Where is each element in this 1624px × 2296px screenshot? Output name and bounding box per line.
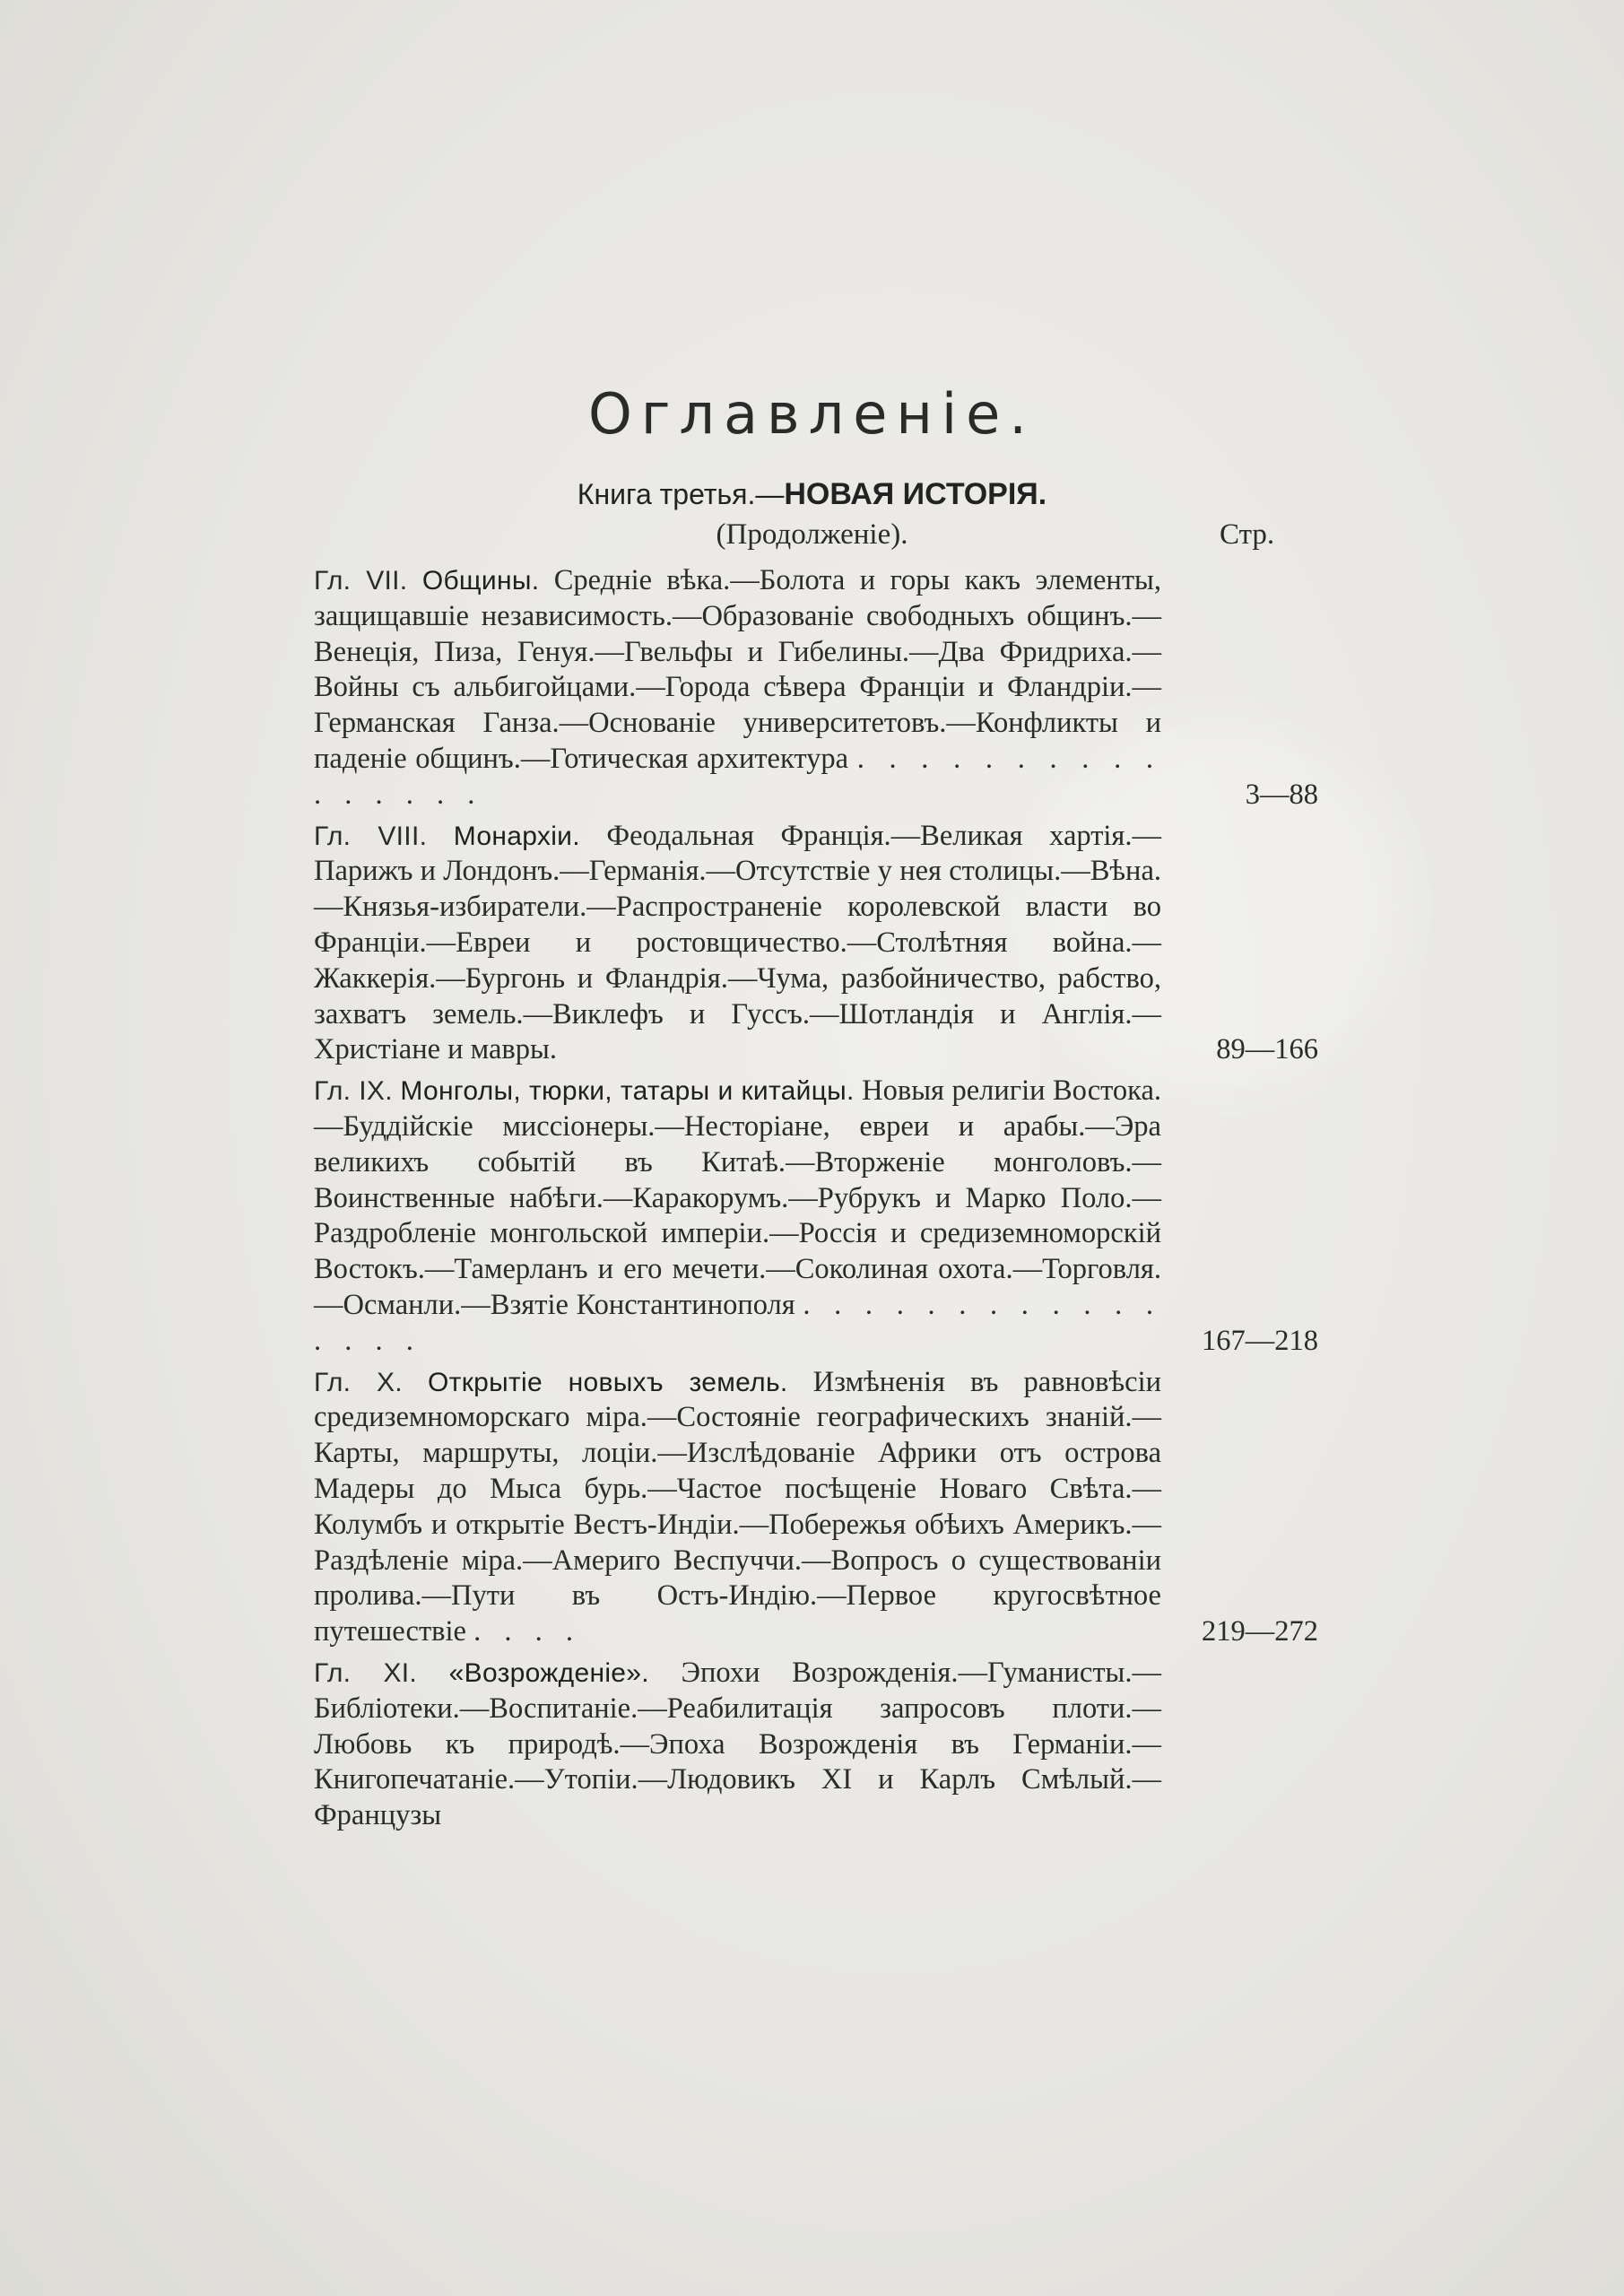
continuation-note: (Продолженіе). — [716, 518, 908, 551]
chapter-title: Монголы, тюрки, татары и китайцы. — [400, 1076, 855, 1107]
entry-text — [314, 819, 1161, 1069]
chapter-title: «Возрожденіе». — [448, 1657, 649, 1688]
book-name: НОВАЯ ИСТОРІЯ. — [784, 477, 1047, 511]
page-range: 89—166 — [1216, 1033, 1318, 1066]
entry-text — [314, 1074, 1161, 1359]
chapter-summary: Новыя религіи Востока.—Буддійскіе миссіонеры.—Несторіане, евреи и арабы.—Эра великихъ событій въ Китаѣ.—Вторженіе монголовъ.—Воинственные набѣги.—Каракорумъ.—Рубрукъ и Марко Поло.—Раздробленіе монгольской имперіи.—Россія и средиземноморскій Востокъ.—Тамерланъ и его мечети.—Соколиная охота.—Торговля.—Османли.—Взятіе Константинополя — [314, 1074, 1162, 1321]
chapter-number: Гл. XI. — [314, 1657, 418, 1688]
page-range: 3—88 — [1245, 778, 1318, 811]
toc-entry-x — [314, 1365, 1318, 1650]
chapter-summary: Феодальная Франція.—Великая хартія.—Парижъ и Лондонъ.—Германія.—Отсутствіе у нея столицы.—Вѣна.—Князья-избиратели.—Распространеніе королевской власти во Франціи.—Евреи и ростовщичество.—Столѣтняя война.—Жаккерія.—Бургонь и Фландрія.—Чума, разбойничество, рабство, захватъ земель.—Виклефъ и Гуссъ.—Шотландія и Англія.—Христiане и мавры. — [314, 819, 1162, 1066]
leader-dots: . . . . . . . . . . . . . . . . — [314, 742, 1161, 811]
chapter-number: Гл. X. — [314, 1367, 403, 1397]
entry-text — [314, 1656, 1161, 1834]
leader-dots: . . . . — [473, 1615, 581, 1648]
table-of-contents — [314, 563, 1318, 1839]
entry-text — [314, 563, 1161, 813]
toc-entry-xi — [314, 1656, 1318, 1834]
page-column-label: Стр. — [1220, 518, 1275, 551]
leader-dots: . . . . . . . . . . . . . . . . — [314, 1288, 1162, 1357]
toc-entry-vii — [314, 563, 1318, 813]
chapter-summary: Средніе вѣка.—Болота и горы какъ элементы, защищавшіе независимость.—Образованіе свободныхъ общинъ.—Венеція, Пиза, Генуя.—Гвельфы и Гибелины.—Два Фридриха.—Войны съ альбигойцами.—Города сѣвера Франціи и Фландріи.—Германская Ганза.—Основаніе университетовъ.—Конфликты и паденіе общинъ.—Готическая архитектура — [314, 564, 1161, 775]
chapter-number: Гл. IX. — [314, 1076, 393, 1107]
chapter-title: Общины. — [421, 566, 540, 596]
book-title — [0, 477, 1624, 512]
chapter-title: Открытіе новыхъ земель. — [428, 1367, 788, 1397]
book-prefix: Книга третья.— — [577, 478, 785, 510]
entry-text — [314, 1365, 1161, 1650]
chapter-summary: Эпохи Возрожденія.—Гуманисты.—Библіотеки.—Воспитаніе.—Реабилитація запросовъ плоти.—Любовь къ природѣ.—Эпоха Возрожденія въ Германіи.—Книгопечатаніе.—Утопіи.—Людовикъ XI и Карлъ Смѣлый.—Французы — [314, 1656, 1161, 1832]
page-range: 167—218 — [1202, 1324, 1318, 1357]
toc-entry-ix — [314, 1074, 1318, 1359]
chapter-number: Гл. VIII. — [314, 821, 428, 851]
toc-entry-viii — [314, 819, 1318, 1069]
chapter-summary: Измѣненія въ равновѣсіи средиземноморскаго міра.—Состояніе географическихъ знаній.—Карты, маршруты, лоціи.—Изслѣдованіе Африки отъ острова Мадеры до Мыса бурь.—Частое посѣщеніе Новаго Свѣта.—Колумбъ и открытіе Вестъ-Индіи.—Побережья обѣихъ Америкъ.—Раздѣленіе міра.—Америго Веспуччи.—Вопросъ о существованіи пролива.—Пути въ Остъ-Индію.—Первое кругосвѣтное путешествіе — [314, 1365, 1162, 1648]
page-range: 219—272 — [1202, 1615, 1318, 1648]
chapter-number: Гл. VII. — [314, 566, 408, 596]
page-title: Оглавленіе. — [588, 381, 1036, 447]
chapter-title: Монархіи. — [453, 821, 580, 851]
